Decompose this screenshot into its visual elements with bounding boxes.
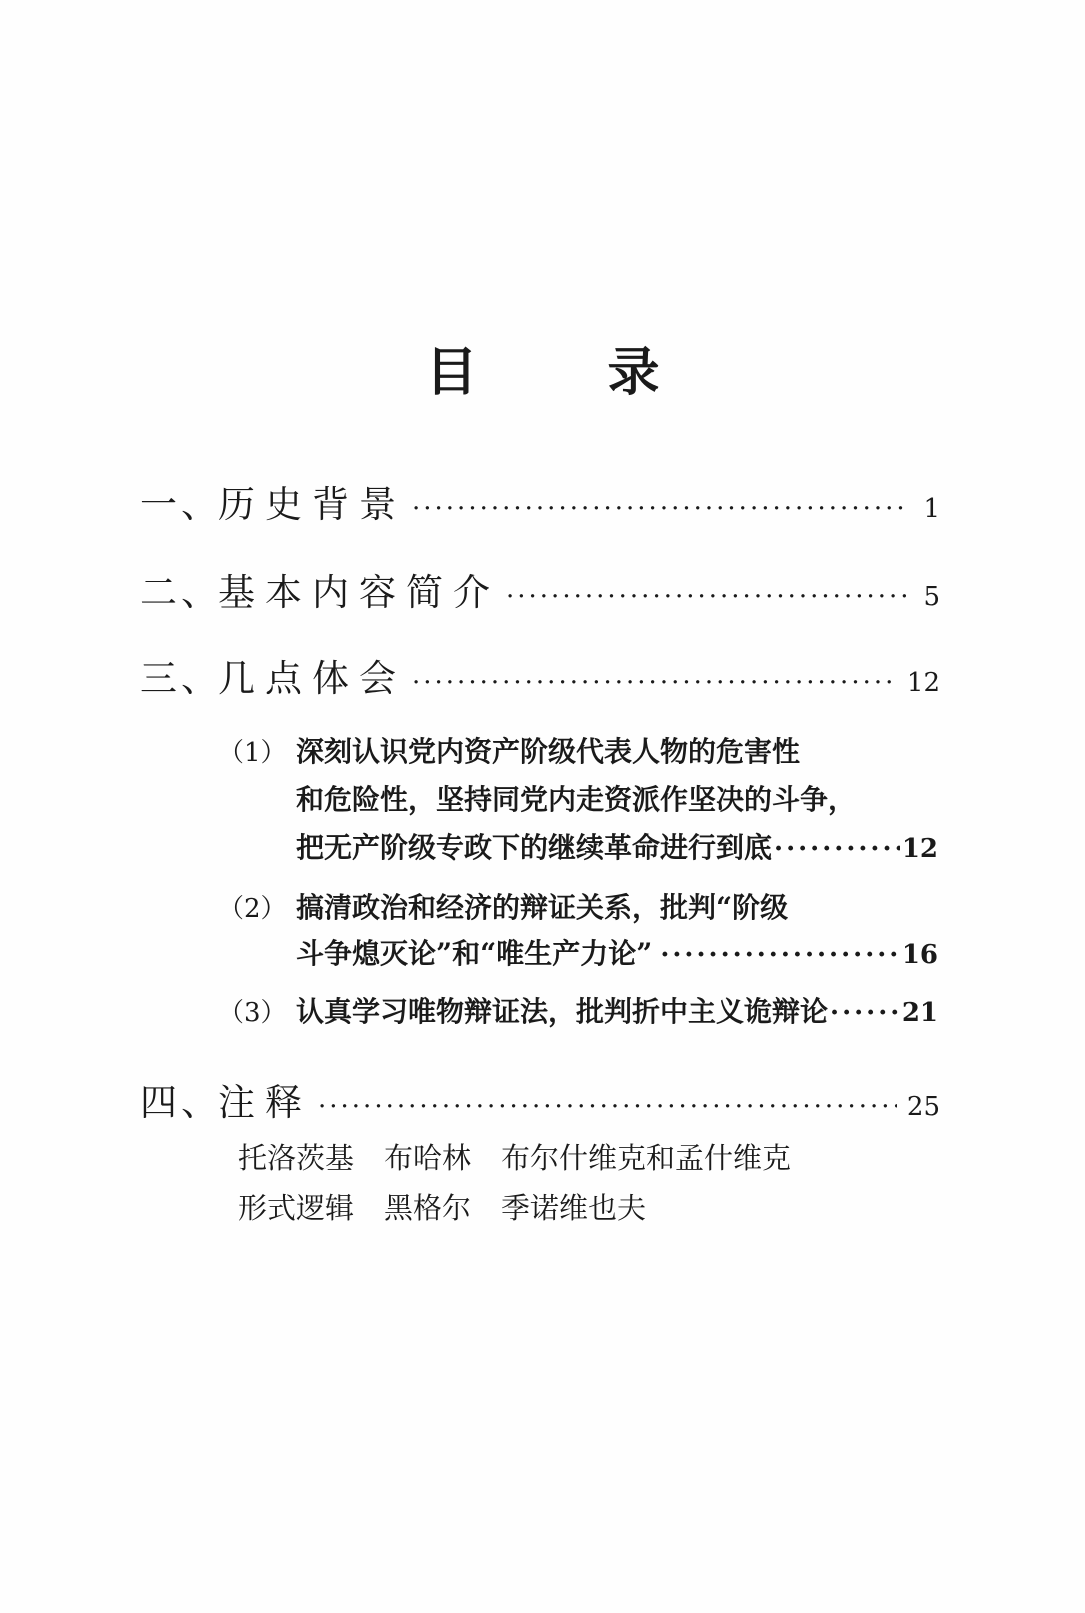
- notes-row-2: [238, 1186, 676, 1227]
- note-item: 形式逻辑: [238, 1191, 355, 1225]
- note-item: 布哈林: [384, 1141, 472, 1175]
- dot-leader: [506, 582, 906, 612]
- subentry-number: （1）: [218, 738, 287, 768]
- subentry-number: （2）: [218, 894, 287, 924]
- notes-row-1: [238, 1136, 821, 1177]
- toc-entry-2: [140, 562, 940, 616]
- entry-title: 历史背景: [218, 483, 406, 526]
- subentry-continuation: [296, 932, 938, 972]
- toc-subentry-1: [218, 730, 938, 770]
- entry-number: 四、: [140, 1081, 222, 1124]
- subentry-number: （3）: [218, 998, 287, 1028]
- dot-leader: [774, 834, 900, 864]
- entry-title: 注释: [218, 1081, 312, 1124]
- entry-number: 一、: [140, 483, 222, 526]
- note-item: 托洛茨基: [238, 1141, 355, 1175]
- entry-number: 三、: [140, 657, 222, 700]
- toc-subentry-2: [218, 886, 938, 926]
- subentry-continuation: [296, 826, 938, 866]
- subentry-line: 斗争熄灭论”和“唯生产力论”: [296, 937, 653, 970]
- subentry-page: 16: [901, 940, 938, 970]
- dot-leader: [830, 998, 900, 1028]
- subentry-continuation: [296, 778, 938, 818]
- note-item: 黑格尔: [384, 1191, 472, 1225]
- toc-entry-1: [140, 474, 940, 528]
- toc-entry-4: [140, 1072, 940, 1126]
- subentry-line: 搞清政治和经济的辩证关系，批判“阶级: [296, 891, 789, 924]
- subentry-page: 12: [901, 834, 938, 864]
- entry-page: 12: [906, 668, 940, 698]
- subentry-page: 21: [901, 998, 938, 1028]
- subentry-line: 深刻认识党内资产阶级代表人物的危害性: [296, 735, 801, 768]
- entry-page: 5: [923, 582, 940, 612]
- dot-leader: [660, 940, 899, 970]
- page-title: 目录: [425, 342, 790, 403]
- toc-subentry-3: [218, 990, 938, 1030]
- dot-leader: [412, 668, 897, 698]
- subentry-line: 把无产阶级专政下的继续革命进行到底: [296, 831, 773, 864]
- entry-title: 基本内容简介: [218, 571, 500, 614]
- toc-entry-3: [140, 648, 940, 702]
- dot-leader: [318, 1092, 897, 1122]
- entry-page: 1: [923, 494, 940, 524]
- dot-leader: [412, 494, 906, 524]
- subentry-line: 认真学习唯物辩证法，批判折中主义诡辩论: [296, 995, 829, 1028]
- note-item: 季诺维也夫: [501, 1191, 647, 1225]
- entry-number: 二、: [140, 571, 222, 614]
- note-item: 布尔什维克和孟什维克: [501, 1141, 792, 1175]
- entry-title: 几点体会: [218, 657, 406, 700]
- entry-page: 25: [906, 1092, 940, 1122]
- subentry-line: 和危险性，坚持同党内走资派作坚决的斗争，: [296, 783, 857, 816]
